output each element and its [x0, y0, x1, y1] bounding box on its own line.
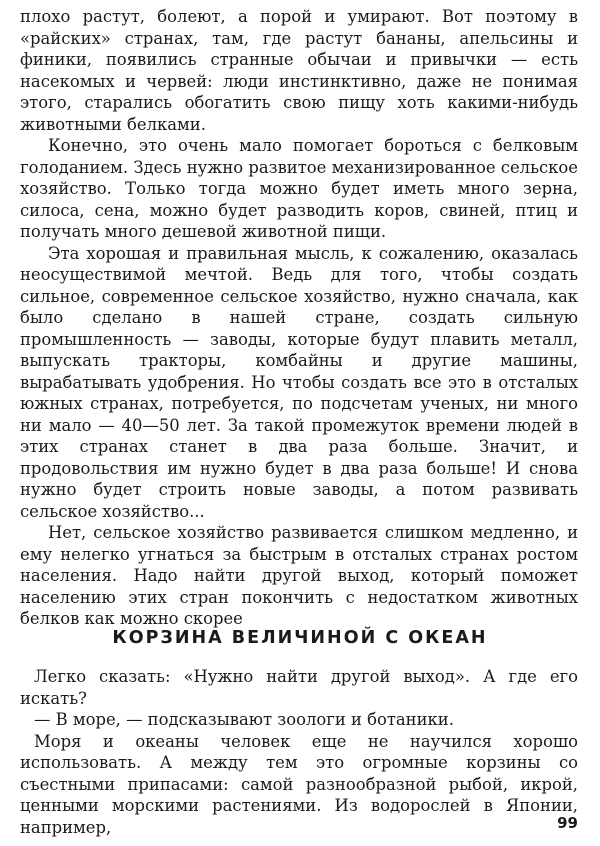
section-1-body	[20, 6, 578, 630]
paragraph-protein-hunger: Конечно, это очень мало помогает бороться с белковым голоданием. Здесь нужно развитое механизированное сельское хозяйство. Только тогда можно будет иметь много зерна, силоса, сена, можно будет разводить коров, свиней, птиц и получать много дешевой животной пищи.	[20, 136, 578, 241]
paragraph-seas-and-oceans: Моря и океаны человек еще не научился хорошо использовать. А между тем это огромные корзины со съестными припасами: самой разнообразной рыбой, икрой, ценными морскими растениями. Из водорослей в Японии, например,	[20, 731, 578, 837]
paragraph-another-way: Нет, сельское хозяйство развивается слишком медленно, и ему нелегко угнаться за быстрым в отсталых странах ростом населения. Надо найти другой выход, который поможет населению этих стран покончить с недостатком животных белков как можно скорее	[20, 523, 578, 628]
paragraph-industry-dream: Эта хорошая и правильная мысль, к сожалению, оказалась неосуществимой мечтой. Ведь для того, чтобы создать сильное, современное сельское хозяйство, нужно сначала, как было сделано в нашей стране, создать сильную промышленность — заводы, которые будут плавить металл, выпускать тракторы, комбайны и другие машины, вырабатывать удобрения. Но чтобы создать все это в отсталых южных странах, потребуется, по подсчетам ученых, ни много ни мало — 40—50 лет. За такой промежуток времени людей в этих странах станет в два раза больше. Значит, и продовольствия им нужно будет в два раза больше! И снова нужно будет строить новые заводы, а потом развивать сельское хозяйство...	[20, 243, 578, 521]
page-number: 99	[557, 814, 578, 832]
section-heading: КОРЗИНА ВЕЛИЧИНОЙ С ОКЕАН	[112, 628, 488, 648]
paragraph-where-to-search: Легко сказать: «Нужно найти другой выход». А где его искать?	[20, 667, 578, 708]
paragraph-in-the-sea: — В море, — подсказывают зоологи и ботаники.	[34, 710, 454, 729]
section-2-body	[20, 666, 578, 838]
paragraph-continuation: плохо растут, болеют, а порой и умирают. Вот поэтому в «райских» странах, там, где растут бананы, апельсины и финики, появились странные обычаи и привычки — есть насекомых и червей: люди инстинктивно, даже не понимая этого, старались обогатить свою пищу хоть какими-нибудь животными белками.	[20, 7, 578, 134]
